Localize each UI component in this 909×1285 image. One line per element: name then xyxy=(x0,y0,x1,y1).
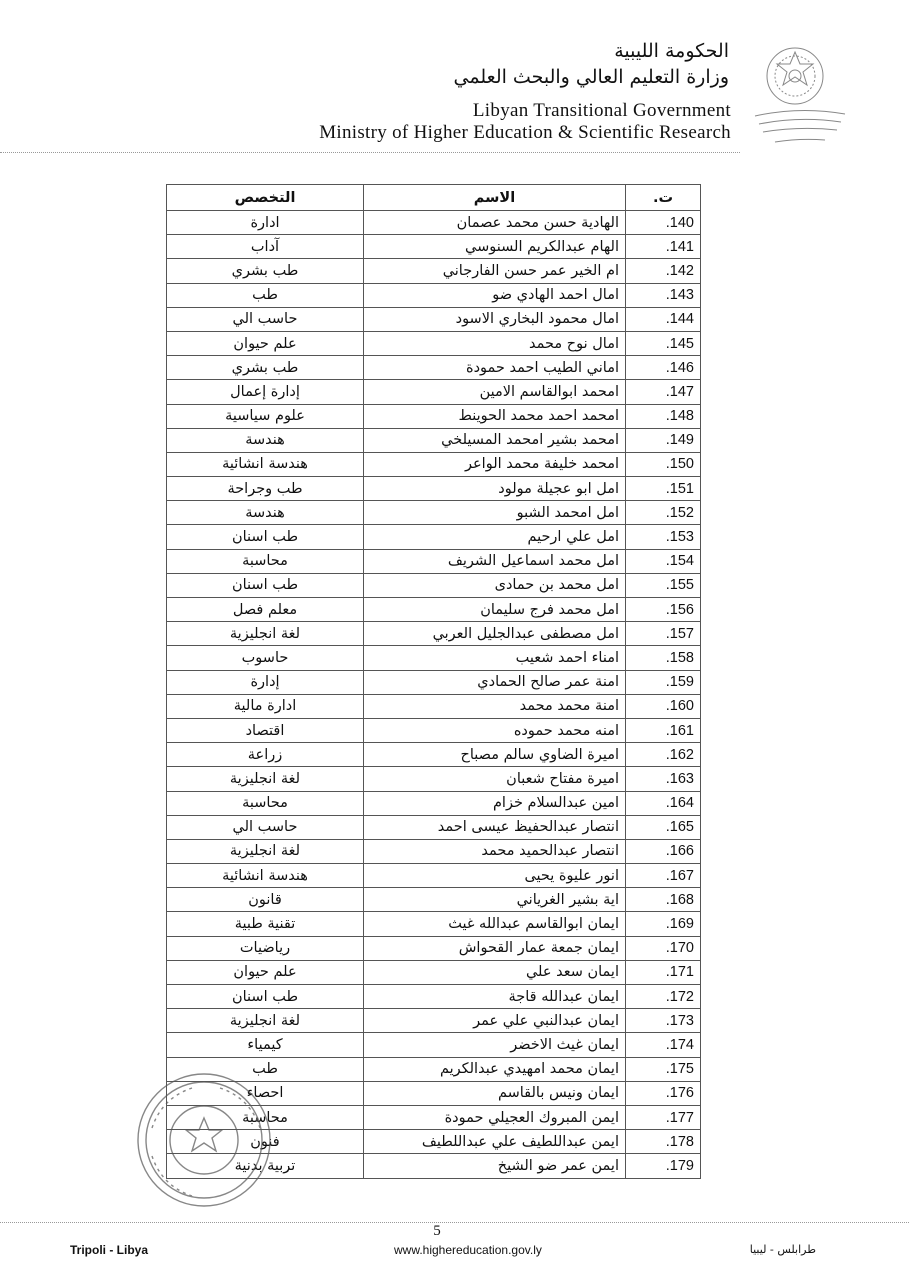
table-row xyxy=(167,307,701,331)
cell-number: 165. xyxy=(626,815,701,839)
cell-name: الهام عبدالكريم السنوسي xyxy=(364,235,626,259)
cell-specialization: لغة انجليزية xyxy=(167,622,364,646)
table-row xyxy=(167,452,701,476)
table-row xyxy=(167,767,701,791)
cell-specialization: إدارة xyxy=(167,670,364,694)
cell-name: ايمان ونيس بالقاسم xyxy=(364,1081,626,1105)
cell-name: ايمان جمعة عمار القحواش xyxy=(364,936,626,960)
cell-name: امحمد خليفة محمد الواعر xyxy=(364,452,626,476)
table-row xyxy=(167,380,701,404)
header-divider xyxy=(0,152,740,153)
cell-specialization: علم حيوان xyxy=(167,331,364,355)
cell-name: امل ابو عجيلة مولود xyxy=(364,477,626,501)
cell-name: امنه محمد حموده xyxy=(364,718,626,742)
cell-name: امحمد بشير امحمد المسيلخي xyxy=(364,428,626,452)
cell-number: 150. xyxy=(626,452,701,476)
cell-name: امل مصطفى عبدالجليل العربي xyxy=(364,622,626,646)
cell-number: 163. xyxy=(626,767,701,791)
cell-name: امين عبدالسلام خزام xyxy=(364,791,626,815)
footer-city-arabic: طرابلس - ليبيا xyxy=(749,1243,816,1256)
cell-specialization: لغة انجليزية xyxy=(167,767,364,791)
ministry-name-arabic: وزارة التعليم العالي والبحث العلمي xyxy=(453,66,729,88)
cell-specialization: علم حيوان xyxy=(167,960,364,984)
table-row xyxy=(167,428,701,452)
cell-specialization: كيمياء xyxy=(167,1033,364,1057)
column-header-name: الاسم xyxy=(364,185,626,211)
table-row xyxy=(167,1033,701,1057)
cell-number: 174. xyxy=(626,1033,701,1057)
cell-name: امنة عمر صالح الحمادي xyxy=(364,670,626,694)
cell-number: 172. xyxy=(626,985,701,1009)
government-name-arabic: الحكومة الليبية xyxy=(614,40,729,62)
table-row xyxy=(167,694,701,718)
table-row xyxy=(167,404,701,428)
cell-name: انتصار عبدالحفيظ عيسى احمد xyxy=(364,815,626,839)
cell-name: ام الخير عمر حسن الفارجاني xyxy=(364,259,626,283)
cell-number: 166. xyxy=(626,839,701,863)
cell-number: 159. xyxy=(626,670,701,694)
cell-specialization: هندسة xyxy=(167,428,364,452)
column-header-number: ت. xyxy=(626,185,701,211)
cell-name: امناء احمد شعيب xyxy=(364,646,626,670)
cell-number: 173. xyxy=(626,1009,701,1033)
cell-specialization: هندسة انشائية xyxy=(167,864,364,888)
footer-city-english: Tripoli - Libya xyxy=(70,1243,149,1257)
table-row xyxy=(167,815,701,839)
table-row xyxy=(167,501,701,525)
cell-name: ايمن عبداللطيف علي عبداللطيف xyxy=(364,1130,626,1154)
cell-specialization: تربية بدنية xyxy=(167,1154,364,1178)
cell-number: 177. xyxy=(626,1105,701,1129)
cell-specialization: معلم فصل xyxy=(167,598,364,622)
table-row xyxy=(167,598,701,622)
cell-number: 171. xyxy=(626,960,701,984)
cell-number: 175. xyxy=(626,1057,701,1081)
table-row xyxy=(167,791,701,815)
cell-specialization: ادارة xyxy=(167,211,364,235)
cell-specialization: طب وجراحة xyxy=(167,477,364,501)
cell-specialization: ادارة مالية xyxy=(167,694,364,718)
cell-number: 156. xyxy=(626,598,701,622)
cell-number: 140. xyxy=(626,211,701,235)
cell-name: امنة محمد محمد xyxy=(364,694,626,718)
table-row xyxy=(167,549,701,573)
table-row xyxy=(167,356,701,380)
cell-name: ايمن المبروك العجيلي حمودة xyxy=(364,1105,626,1129)
cell-specialization: حاسب الي xyxy=(167,307,364,331)
cell-name: اماني الطيب احمد حمودة xyxy=(364,356,626,380)
cell-number: 176. xyxy=(626,1081,701,1105)
cell-specialization: لغة انجليزية xyxy=(167,1009,364,1033)
cell-number: 162. xyxy=(626,743,701,767)
cell-number: 169. xyxy=(626,912,701,936)
cell-specialization: علوم سياسية xyxy=(167,404,364,428)
cell-number: 142. xyxy=(626,259,701,283)
cell-number: 151. xyxy=(626,477,701,501)
cell-specialization: احصاء xyxy=(167,1081,364,1105)
official-stamp-icon xyxy=(132,1068,277,1213)
cell-number: 152. xyxy=(626,501,701,525)
cell-specialization: زراعة xyxy=(167,743,364,767)
cell-number: 148. xyxy=(626,404,701,428)
table-row xyxy=(167,912,701,936)
cell-number: 146. xyxy=(626,356,701,380)
cell-specialization: طب اسنان xyxy=(167,525,364,549)
table-row xyxy=(167,259,701,283)
cell-specialization: إدارة إعمال xyxy=(167,380,364,404)
cell-name: امل امحمد الشبو xyxy=(364,501,626,525)
cell-specialization: آداب xyxy=(167,235,364,259)
table-row xyxy=(167,960,701,984)
table-row xyxy=(167,646,701,670)
cell-name: ايمان عبدالله قاجة xyxy=(364,985,626,1009)
cell-number: 147. xyxy=(626,380,701,404)
cell-name: اميرة الضاوي سالم مصباح xyxy=(364,743,626,767)
table-row xyxy=(167,283,701,307)
cell-name: امل محمد اسماعيل الشريف xyxy=(364,549,626,573)
cell-name: ايمن عمر ضو الشيخ xyxy=(364,1154,626,1178)
cell-specialization: طب بشري xyxy=(167,259,364,283)
cell-name: الهادية حسن محمد عصمان xyxy=(364,211,626,235)
cell-name: ايمان عبدالنبي علي عمر xyxy=(364,1009,626,1033)
table-row xyxy=(167,718,701,742)
cell-name: امال محمود البخاري الاسود xyxy=(364,307,626,331)
column-header-specialization: التخصص xyxy=(167,185,364,211)
table-row xyxy=(167,864,701,888)
table-row xyxy=(167,888,701,912)
cell-specialization: طب بشري xyxy=(167,356,364,380)
cell-number: 145. xyxy=(626,331,701,355)
table-row xyxy=(167,573,701,597)
cell-number: 141. xyxy=(626,235,701,259)
cell-number: 144. xyxy=(626,307,701,331)
cell-name: امل علي ارحيم xyxy=(364,525,626,549)
cell-name: ايمان سعد علي xyxy=(364,960,626,984)
table-header-row xyxy=(167,185,701,211)
cell-name: اية بشير الغرياني xyxy=(364,888,626,912)
table-row xyxy=(167,839,701,863)
ministry-name-english: Ministry of Higher Education & Scientific Research xyxy=(319,122,731,143)
cell-number: 164. xyxy=(626,791,701,815)
cell-number: 149. xyxy=(626,428,701,452)
cell-number: 178. xyxy=(626,1130,701,1154)
cell-specialization: قانون xyxy=(167,888,364,912)
cell-name: انور عليوة يحيى xyxy=(364,864,626,888)
cell-specialization: طب xyxy=(167,283,364,307)
cell-specialization: حاسوب xyxy=(167,646,364,670)
cell-specialization: رياضيات xyxy=(167,936,364,960)
cell-name: امحمد ابوالقاسم الامين xyxy=(364,380,626,404)
table-row xyxy=(167,622,701,646)
cell-number: 168. xyxy=(626,888,701,912)
cell-specialization: محاسبة xyxy=(167,549,364,573)
cell-specialization: هندسة xyxy=(167,501,364,525)
cell-name: ايمان محمد امهيدي عبدالكريم xyxy=(364,1057,626,1081)
names-table xyxy=(166,184,701,1179)
government-name-english: Libyan Transitional Government xyxy=(472,100,731,121)
cell-name: امل محمد فرج سليمان xyxy=(364,598,626,622)
table-row xyxy=(167,670,701,694)
cell-specialization: لغة انجليزية xyxy=(167,839,364,863)
cell-specialization: حاسب الي xyxy=(167,815,364,839)
cell-specialization: محاسبة xyxy=(167,1105,364,1129)
cell-number: 154. xyxy=(626,549,701,573)
ministry-emblem-icon xyxy=(745,38,855,158)
cell-name: امال احمد الهادي ضو xyxy=(364,283,626,307)
table-row xyxy=(167,1009,701,1033)
cell-name: امل محمد بن حمادى xyxy=(364,573,626,597)
table-row xyxy=(167,331,701,355)
table-row xyxy=(167,936,701,960)
cell-name: امال نوح محمد xyxy=(364,331,626,355)
cell-name: انتصار عبدالحميد محمد xyxy=(364,839,626,863)
table-row xyxy=(167,985,701,1009)
footer-website[interactable]: www.highereducation.gov.ly xyxy=(394,1243,542,1257)
cell-name: اميرة مفتاح شعبان xyxy=(364,767,626,791)
cell-number: 153. xyxy=(626,525,701,549)
table-row xyxy=(167,525,701,549)
cell-specialization: هندسة انشائية xyxy=(167,452,364,476)
cell-number: 157. xyxy=(626,622,701,646)
cell-number: 155. xyxy=(626,573,701,597)
cell-specialization: طب xyxy=(167,1057,364,1081)
table-row xyxy=(167,211,701,235)
cell-specialization: طب اسنان xyxy=(167,985,364,1009)
cell-specialization: فنون xyxy=(167,1130,364,1154)
cell-name: ايمان غيث الاخضر xyxy=(364,1033,626,1057)
cell-number: 161. xyxy=(626,718,701,742)
table-row xyxy=(167,743,701,767)
cell-number: 143. xyxy=(626,283,701,307)
cell-number: 160. xyxy=(626,694,701,718)
cell-number: 167. xyxy=(626,864,701,888)
page-number: 5 xyxy=(433,1223,441,1239)
cell-number: 158. xyxy=(626,646,701,670)
cell-name: امحمد احمد محمد الحوينط xyxy=(364,404,626,428)
cell-number: 170. xyxy=(626,936,701,960)
cell-specialization: محاسبة xyxy=(167,791,364,815)
cell-specialization: تقنية طبية xyxy=(167,912,364,936)
table-row xyxy=(167,235,701,259)
cell-specialization: طب اسنان xyxy=(167,573,364,597)
cell-name: ايمان ابوالقاسم عبدالله غيث xyxy=(364,912,626,936)
cell-specialization: اقتصاد xyxy=(167,718,364,742)
cell-number: 179. xyxy=(626,1154,701,1178)
table-row xyxy=(167,477,701,501)
